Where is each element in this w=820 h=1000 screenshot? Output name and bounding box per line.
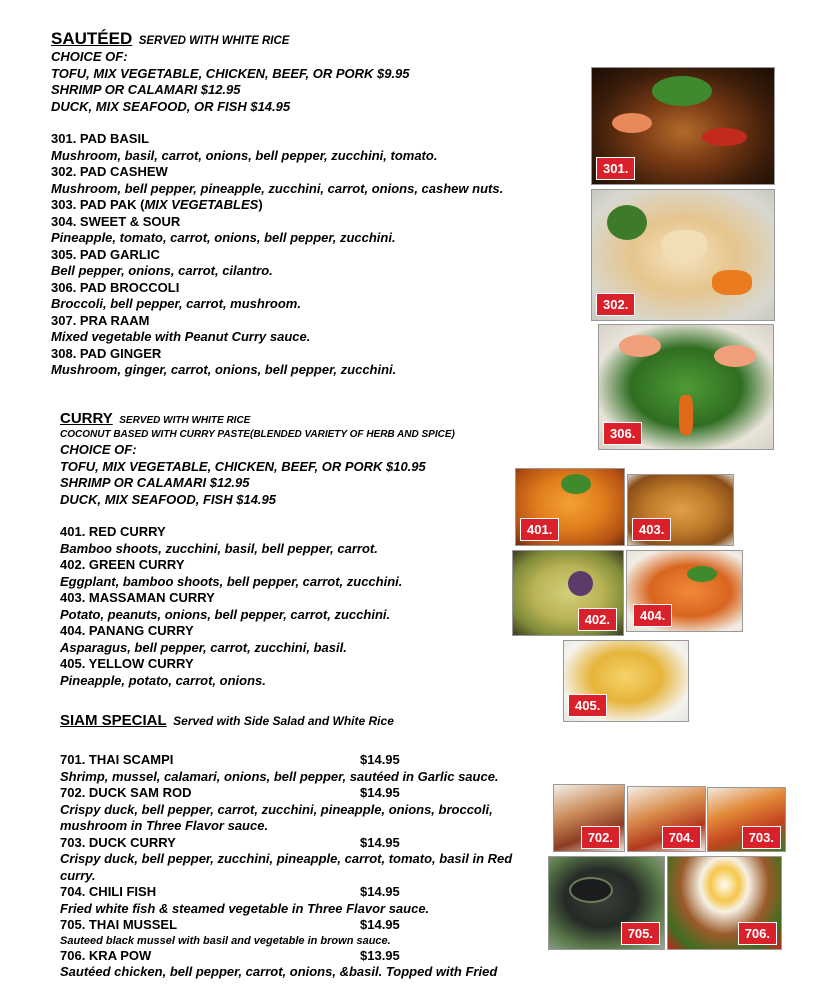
menu-item-301-desc: Mushroom, basil, carrot, onions, bell pepper, zucchini, tomato.	[51, 147, 438, 163]
menu-item-703: 703. DUCK CURRY $14.95	[60, 834, 400, 850]
menu-item-302: 302. PAD CASHEW	[51, 164, 168, 179]
carrot-shape	[712, 270, 752, 295]
menu-item-702: 702. DUCK SAM ROD $14.95	[60, 785, 400, 800]
menu-item-301: 301. PAD BASIL	[51, 131, 150, 146]
food-photo-702	[553, 784, 625, 852]
menu-item-704: 704. CHILI FISH $14.95	[60, 884, 400, 899]
broccoli-shape	[607, 205, 647, 240]
photo-label-706: 706.	[738, 922, 777, 945]
food-photo-301	[591, 67, 775, 185]
basil-garnish	[687, 566, 717, 582]
food-photo-302	[591, 189, 775, 321]
photo-label-705: 705.	[621, 922, 660, 945]
price-706: $13.95	[360, 947, 400, 963]
menu-item-705: 705. THAI MUSSEL $14.95	[60, 917, 400, 932]
menu-item-405: 405. YELLOW CURRY	[60, 656, 194, 671]
shrimp-shape	[612, 113, 652, 133]
food-photo-704	[627, 786, 706, 852]
photo-label-404: 404.	[633, 604, 672, 627]
curry-choice-2: SHRIMP OR CALAMARI $12.95	[60, 475, 250, 490]
photo-label-405: 405.	[568, 694, 607, 717]
curry-choice-3: DUCK, MIX SEAFOOD, FISH $14.95	[60, 491, 276, 507]
price-704: $14.95	[360, 884, 400, 899]
menu-item-401: 401. RED CURRY	[60, 524, 166, 539]
siam-section	[60, 712, 540, 981]
shrimp-shape	[619, 335, 661, 357]
menu-item-306: 306. PAD BROCCOLI	[51, 279, 180, 295]
curry-section	[60, 410, 510, 689]
menu-item-308-desc: Mushroom, ginger, carrot, onions, bell pepper, zucchini.	[51, 362, 397, 377]
photo-label-704: 704.	[662, 826, 701, 849]
menu-item-304: 304. SWEET & SOUR	[51, 213, 181, 229]
food-photo-306	[598, 324, 774, 450]
saute-choice-1: TOFU, MIX VEGETABLE, CHICKEN, BEEF, OR PORK $9.95	[51, 65, 410, 81]
curry-title: CURRY	[60, 410, 113, 427]
saute-choice-3: DUCK, MIX SEAFOOD, OR FISH $14.95	[51, 98, 291, 114]
curry-choice-label: CHOICE OF:	[60, 442, 137, 457]
photo-label-306: 306.	[603, 422, 642, 445]
saute-heading	[51, 29, 571, 49]
food-photo-404	[626, 550, 743, 632]
food-photo-401	[515, 468, 625, 546]
basil-garnish	[561, 474, 591, 494]
food-photo-402	[512, 550, 624, 636]
photo-label-402: 402.	[578, 608, 617, 631]
saute-subtitle: SERVED WITH WHITE RICE	[138, 35, 290, 47]
curry-subtitle: SERVED WITH WHITE RICE	[119, 415, 251, 426]
eggplant-shape	[568, 571, 593, 596]
menu-item-304-desc: Pineapple, tomato, carrot, onions, bell pepper, zucchini.	[51, 230, 396, 245]
menu-item-308: 308. PAD GINGER	[51, 345, 162, 361]
menu-item-705-desc: Sauteed black mussel with basil and vegetable in brown sauce.	[60, 934, 391, 947]
mussel-shape	[569, 877, 613, 903]
photo-label-703: 703.	[742, 826, 781, 849]
menu-item-303: 303. PAD PAK (MIX VEGETABLES)	[51, 197, 263, 212]
menu-item-402: 402. GREEN CURRY	[60, 557, 185, 572]
menu-item-306-desc: Broccoli, bell pepper, carrot, mushroom.	[51, 296, 301, 311]
siam-title: SIAM SPECIAL	[60, 712, 167, 729]
menu-item-706: 706. KRA POW $13.95	[60, 947, 400, 963]
food-photo-705	[548, 856, 665, 950]
menu-item-702-desc: Crispy duck, bell pepper, carrot, zucchini, pineapple, onions, broccoli, mushroom in Three Flavor sauce.	[60, 801, 493, 833]
carrot-shape	[679, 395, 693, 435]
menu-item-704-desc: Fried white fish & steamed vegetable in Three Flavor sauce.	[60, 900, 430, 916]
menu-item-404: 404. PANANG CURRY	[60, 623, 194, 638]
food-photo-706	[667, 856, 782, 950]
price-705: $14.95	[360, 917, 400, 932]
curry-note: COCONUT BASED WITH CURRY PASTE(BLENDED VARIETY OF HERB AND SPICE)	[60, 429, 455, 440]
saute-choice-label: CHOICE OF:	[51, 49, 128, 64]
curry-choice-1: TOFU, MIX VEGETABLE, CHICKEN, BEEF, OR PORK $10.95	[60, 458, 426, 474]
siam-subtitle: Served with Side Salad and White Rice	[173, 714, 394, 728]
menu-item-305-desc: Bell pepper, onions, carrot, cilantro.	[51, 263, 273, 278]
siam-heading	[60, 712, 540, 730]
menu-item-403-desc: Potato, peanuts, onions, bell pepper, carrot, zucchini.	[60, 606, 391, 622]
menu-item-307: 307. PRA RAAM	[51, 312, 150, 328]
shrimp-shape	[714, 345, 756, 367]
price-703: $14.95	[360, 834, 400, 850]
menu-item-405-desc: Pineapple, potato, carrot, onions.	[60, 672, 266, 688]
menu-item-404-desc: Asparagus, bell pepper, carrot, zucchini, basil.	[60, 639, 347, 655]
menu-item-302-desc: Mushroom, bell pepper, pineapple, zucchini, carrot, onions, cashew nuts.	[51, 180, 504, 196]
price-702: $14.95	[360, 785, 400, 800]
menu-item-403: 403. MASSAMAN CURRY	[60, 590, 215, 605]
menu-item-701-desc: Shrimp, mussel, calamari, onions, bell pepper, sautéed in Garlic sauce.	[60, 768, 499, 784]
menu-item-706-desc: Sautéed chicken, bell pepper, carrot, onions, &basil. Topped with Fried	[60, 964, 498, 979]
menu-item-701: 701. THAI SCAMPI $14.95	[60, 752, 400, 767]
menu-item-402-desc: Eggplant, bamboo shoots, bell pepper, carrot, zucchini.	[60, 573, 403, 589]
menu-item-305: 305. PAD GARLIC	[51, 246, 160, 262]
photo-label-301: 301.	[596, 157, 635, 180]
food-photo-405	[563, 640, 689, 722]
pepper-shape	[702, 128, 747, 146]
basil-garnish	[652, 76, 712, 106]
saute-section	[51, 29, 571, 379]
menu-item-401-desc: Bamboo shoots, zucchini, basil, bell pepper, carrot.	[60, 540, 378, 556]
menu-item-307-desc: Mixed vegetable with Peanut Curry sauce.	[51, 329, 311, 344]
price-701: $14.95	[360, 752, 400, 767]
menu-item-703-desc: Crispy duck, bell pepper, zucchini, pineapple, carrot, tomato, basil in Red curry.	[60, 851, 513, 883]
photo-label-403: 403.	[632, 518, 671, 541]
photo-label-401: 401.	[520, 518, 559, 541]
curry-heading	[60, 410, 510, 428]
chicken-shape	[662, 230, 707, 260]
food-photo-403	[627, 474, 734, 546]
photo-label-302: 302.	[596, 293, 635, 316]
saute-title: SAUTÉED	[51, 29, 133, 48]
food-photo-703	[707, 787, 786, 852]
saute-choice-2: SHRIMP OR CALAMARI $12.95	[51, 82, 241, 97]
photo-label-702: 702.	[581, 826, 620, 849]
